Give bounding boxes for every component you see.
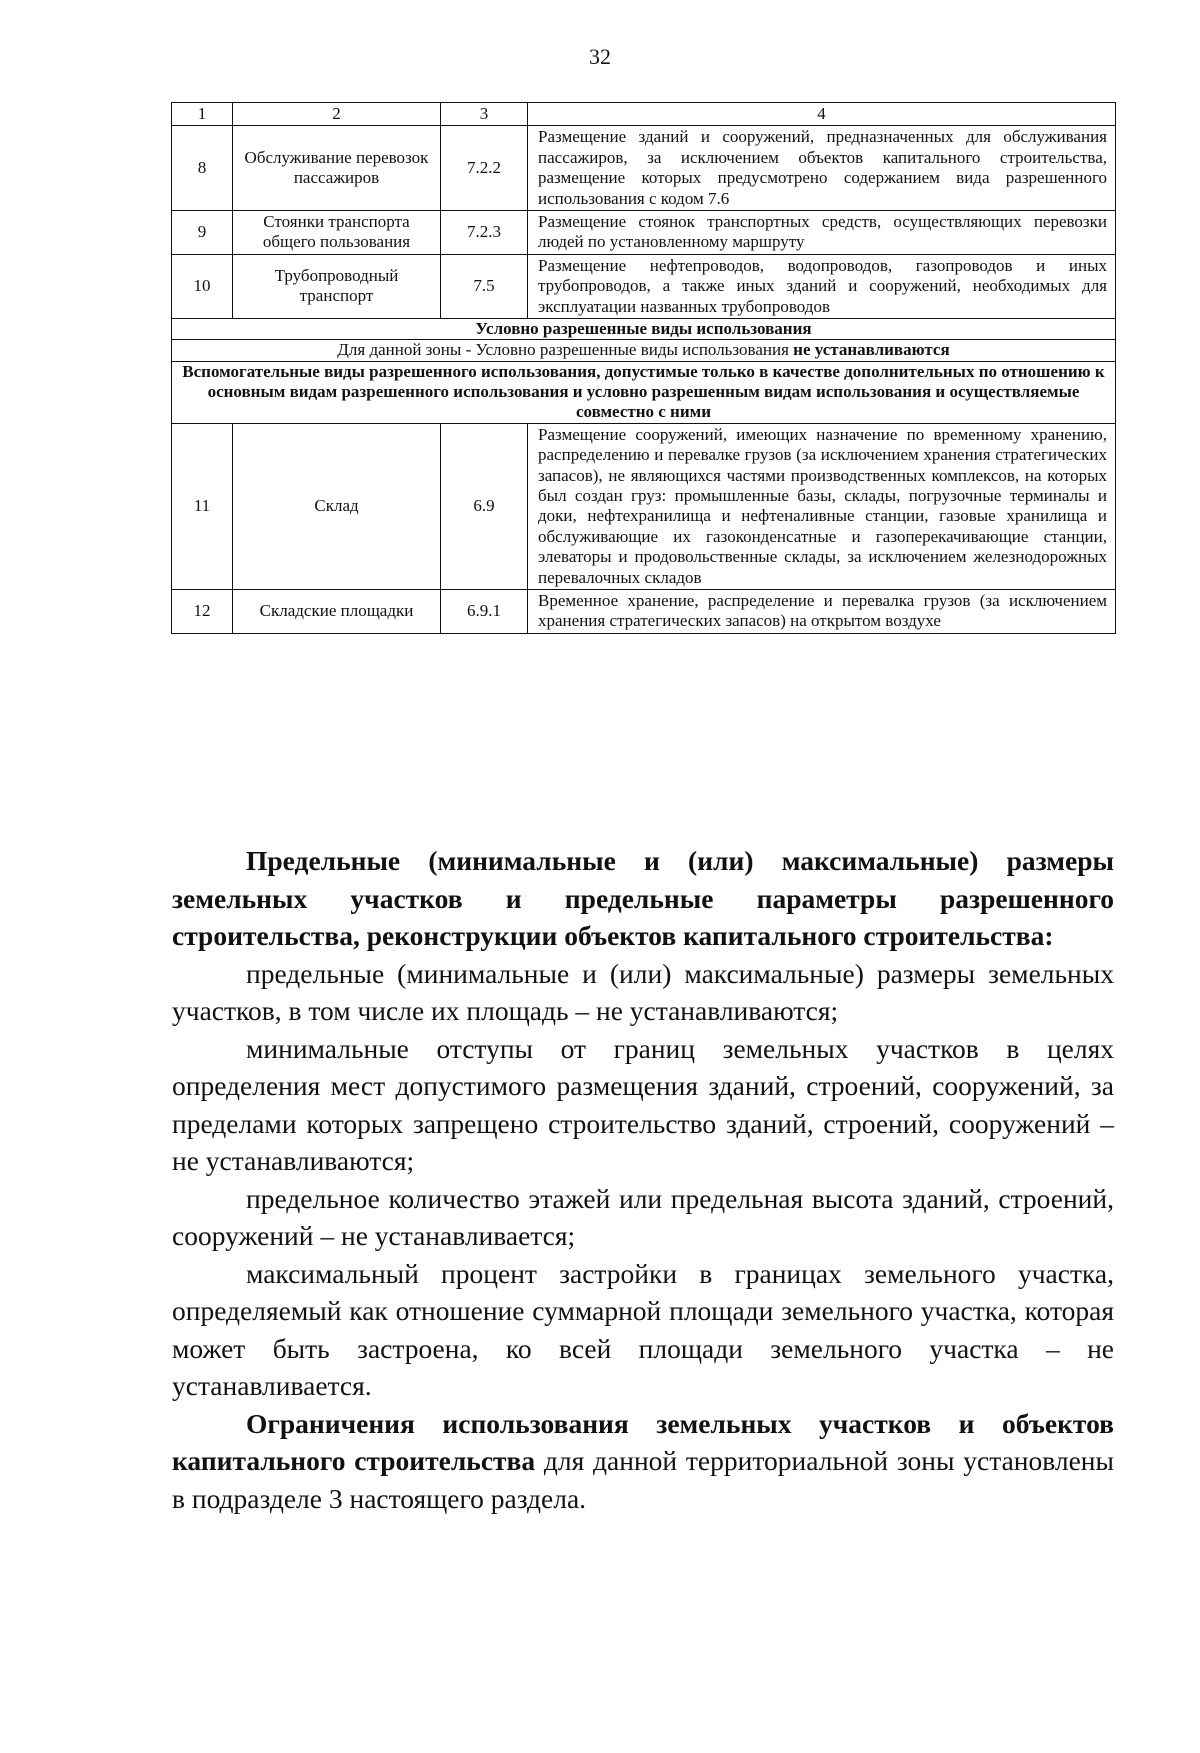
use-type-name: Обслуживание перевозок пассажиров: [233, 126, 441, 211]
row-number: 9: [172, 210, 233, 254]
section-row-auxiliary: [172, 361, 1116, 423]
heading-limits: Предельные (минимальные и (или) максимальные) размеры земельных участков и предельные параметры разрешенного строительства, реконструкции объектов капитального строительства:: [172, 845, 1114, 951]
use-type-name: Стоянки транспорта общего пользования: [233, 210, 441, 254]
section-row-conditional-note: [172, 340, 1116, 361]
row-number: 12: [172, 589, 233, 633]
section-note-prefix: Для данной зоны - Условно разрешенные виды использования: [337, 340, 794, 360]
table-row: [172, 126, 1116, 211]
page-number: 32: [589, 44, 611, 69]
row-number: 10: [172, 254, 233, 318]
table-row: [172, 423, 1116, 589]
paragraph-floors: предельное количество этажей или предельная высота зданий, строений, сооружений – не устанавливается;: [172, 1182, 1114, 1251]
section-title-auxiliary: Вспомогательные виды разрешенного использования, допустимые только в качестве дополнительных по отношению к основным видам разрешенного использования и условно разрешенным видам использования и осуществляемые совместно с ними: [172, 361, 1116, 423]
header-col-3: 3: [441, 103, 528, 126]
use-type-description: Размещение стоянок транспортных средств, осуществляющих перевозки людей по установленному маршруту: [528, 210, 1116, 254]
use-type-name: Трубопроводный транспорт: [233, 254, 441, 318]
use-type-description: Временное хранение, распределение и перевалка грузов (за исключением хранения стратегических запасов) на открытом воздухе: [528, 589, 1116, 633]
use-type-code: 7.5: [441, 254, 528, 318]
land-use-table: [171, 102, 1116, 634]
use-type-code: 7.2.2: [441, 126, 528, 211]
use-type-name: Склад: [233, 423, 441, 589]
table-header-row: [172, 103, 1116, 126]
table-row: [172, 210, 1116, 254]
row-number: 8: [172, 126, 233, 211]
use-type-description: Размещение нефтепроводов, водопроводов, газопроводов и иных трубопроводов, а также иных зданий и сооружений, необходимых для эксплуатации названных трубопроводов: [528, 254, 1116, 318]
use-type-description: Размещение зданий и сооружений, предназначенных для обслуживания пассажиров, за исключением объектов капитального строительства, размещение которых предусмотрено содержанием вида разрешенного использования с кодом 7.6: [528, 126, 1116, 211]
row-number: 11: [172, 423, 233, 589]
restrictions-rest: для данной территориальной зоны установлены в подразделе 3 настоящего раздела.: [172, 1445, 1114, 1514]
paragraph-restrictions: [172, 1405, 1114, 1518]
section-row-conditional: [172, 318, 1116, 339]
use-type-name: Складские площадки: [233, 589, 441, 633]
paragraph-plot-sizes: предельные (минимальные и (или) максимальные) размеры земельных участков, в том числе их площадь – не устанавливаются;: [172, 957, 1114, 1026]
use-type-description: Размещение сооружений, имеющих назначение по временному хранению, распределению и перевалке грузов (за исключением хранения стратегических запасов), не являющихся частями производственных комплексов, на которых был создан груз: промышленные базы, склады, погрузочные терминалы и доки, нефтехранилища и нефтеналивные станции, газовые хранилища и обслуживающие их газоконденсатные и газоперекачивающие станции, элеваторы и продовольственные склады, за исключением железнодорожных перевалочных складов: [528, 423, 1116, 589]
paragraph-coverage: максимальный процент застройки в границах земельного участка, определяемый как отношение суммарной площади земельного участка, которая может быть застроена, ко всей площади земельного участка – не устанавливается.: [172, 1257, 1114, 1401]
header-col-4: 4: [528, 103, 1116, 126]
table-row: [172, 589, 1116, 633]
use-type-code: 6.9: [441, 423, 528, 589]
body-text: [172, 842, 1114, 1517]
restrictions-bold: Ограничения использования земельных участков и объектов капитального строительства: [172, 1407, 1114, 1476]
section-note-bold: не устанавливаются: [793, 340, 950, 360]
use-type-code: 7.2.3: [441, 210, 528, 254]
use-type-code: 6.9.1: [441, 589, 528, 633]
header-col-1: 1: [172, 103, 233, 126]
section-title-conditional: Условно разрешенные виды использования: [172, 318, 1116, 339]
section-note-conditional: [172, 340, 1116, 361]
table-row: [172, 254, 1116, 318]
paragraph-setbacks: минимальные отступы от границ земельных участков в целях определения мест допустимого размещения зданий, строений, сооружений, за пределами которых запрещено строительство зданий, строений, сооружений – не устанавливаются;: [172, 1032, 1114, 1176]
header-col-2: 2: [233, 103, 441, 126]
